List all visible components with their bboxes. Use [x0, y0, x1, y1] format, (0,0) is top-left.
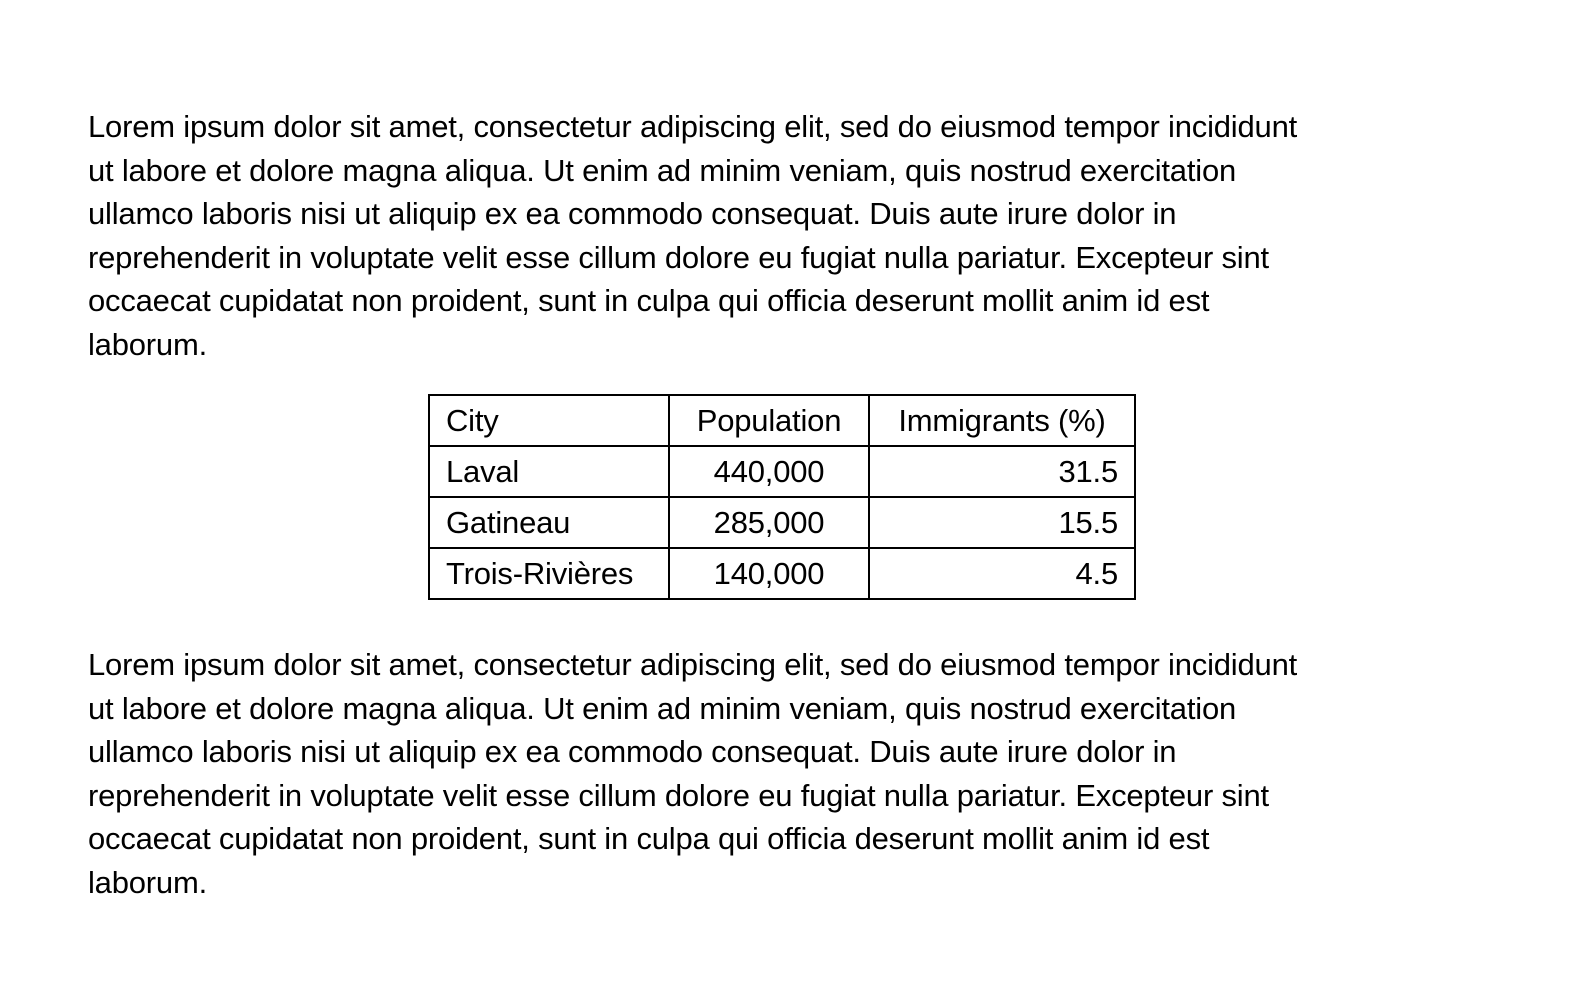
cell-immigrants: 15.5	[869, 497, 1135, 548]
text-line: laborum.	[88, 326, 208, 362]
header-cell-population: Population	[669, 395, 869, 446]
table-header-row	[429, 395, 1135, 446]
text-line: reprehenderit in voluptate velit esse cillum dolore eu fugiat nulla pariatur. Excepteur sint	[88, 777, 1269, 813]
cell-population: 285,000	[669, 497, 869, 548]
cell-immigrants: 31.5	[869, 446, 1135, 497]
cell-population: 440,000	[669, 446, 869, 497]
text-line: ullamco laboris nisi ut aliquip ex ea commodo consequat. Duis aute irure dolor in	[88, 196, 1177, 232]
text-line: ut labore et dolore magna aliqua. Ut enim ad minim veniam, quis nostrud exercitation	[88, 152, 1237, 188]
text-line: laborum.	[88, 864, 208, 900]
table-row	[429, 446, 1135, 497]
cell-city: Laval	[429, 446, 669, 497]
text-line: Lorem ipsum dolor sit amet, consectetur adipiscing elit, sed do eiusmod tempor incididunt	[88, 647, 1298, 682]
header-cell-city: City	[429, 395, 669, 446]
text-line: reprehenderit in voluptate velit esse cillum dolore eu fugiat nulla pariatur. Excepteur sint	[88, 239, 1269, 275]
text-line: occaecat cupidatat non proident, sunt in culpa qui officia deserunt mollit anim id est	[88, 821, 1210, 857]
city-table	[428, 394, 1136, 600]
table-row	[429, 548, 1135, 599]
text-line: Lorem ipsum dolor sit amet, consectetur adipiscing elit, sed do eiusmod tempor incididunt	[88, 109, 1298, 144]
paragraph-top	[88, 105, 1508, 367]
cell-population: 140,000	[669, 548, 869, 599]
text-line: occaecat cupidatat non proident, sunt in culpa qui officia deserunt mollit anim id est	[88, 283, 1210, 319]
text-line: ut labore et dolore magna aliqua. Ut enim ad minim veniam, quis nostrud exercitation	[88, 690, 1237, 726]
text-line: ullamco laboris nisi ut aliquip ex ea commodo consequat. Duis aute irure dolor in	[88, 734, 1177, 770]
cell-city: Gatineau	[429, 497, 669, 548]
cell-city: Trois-Rivières	[429, 548, 669, 599]
paragraph-bottom	[88, 643, 1508, 905]
header-cell-immigrants: Immigrants (%)	[869, 395, 1135, 446]
cell-immigrants: 4.5	[869, 548, 1135, 599]
table-row	[429, 497, 1135, 548]
